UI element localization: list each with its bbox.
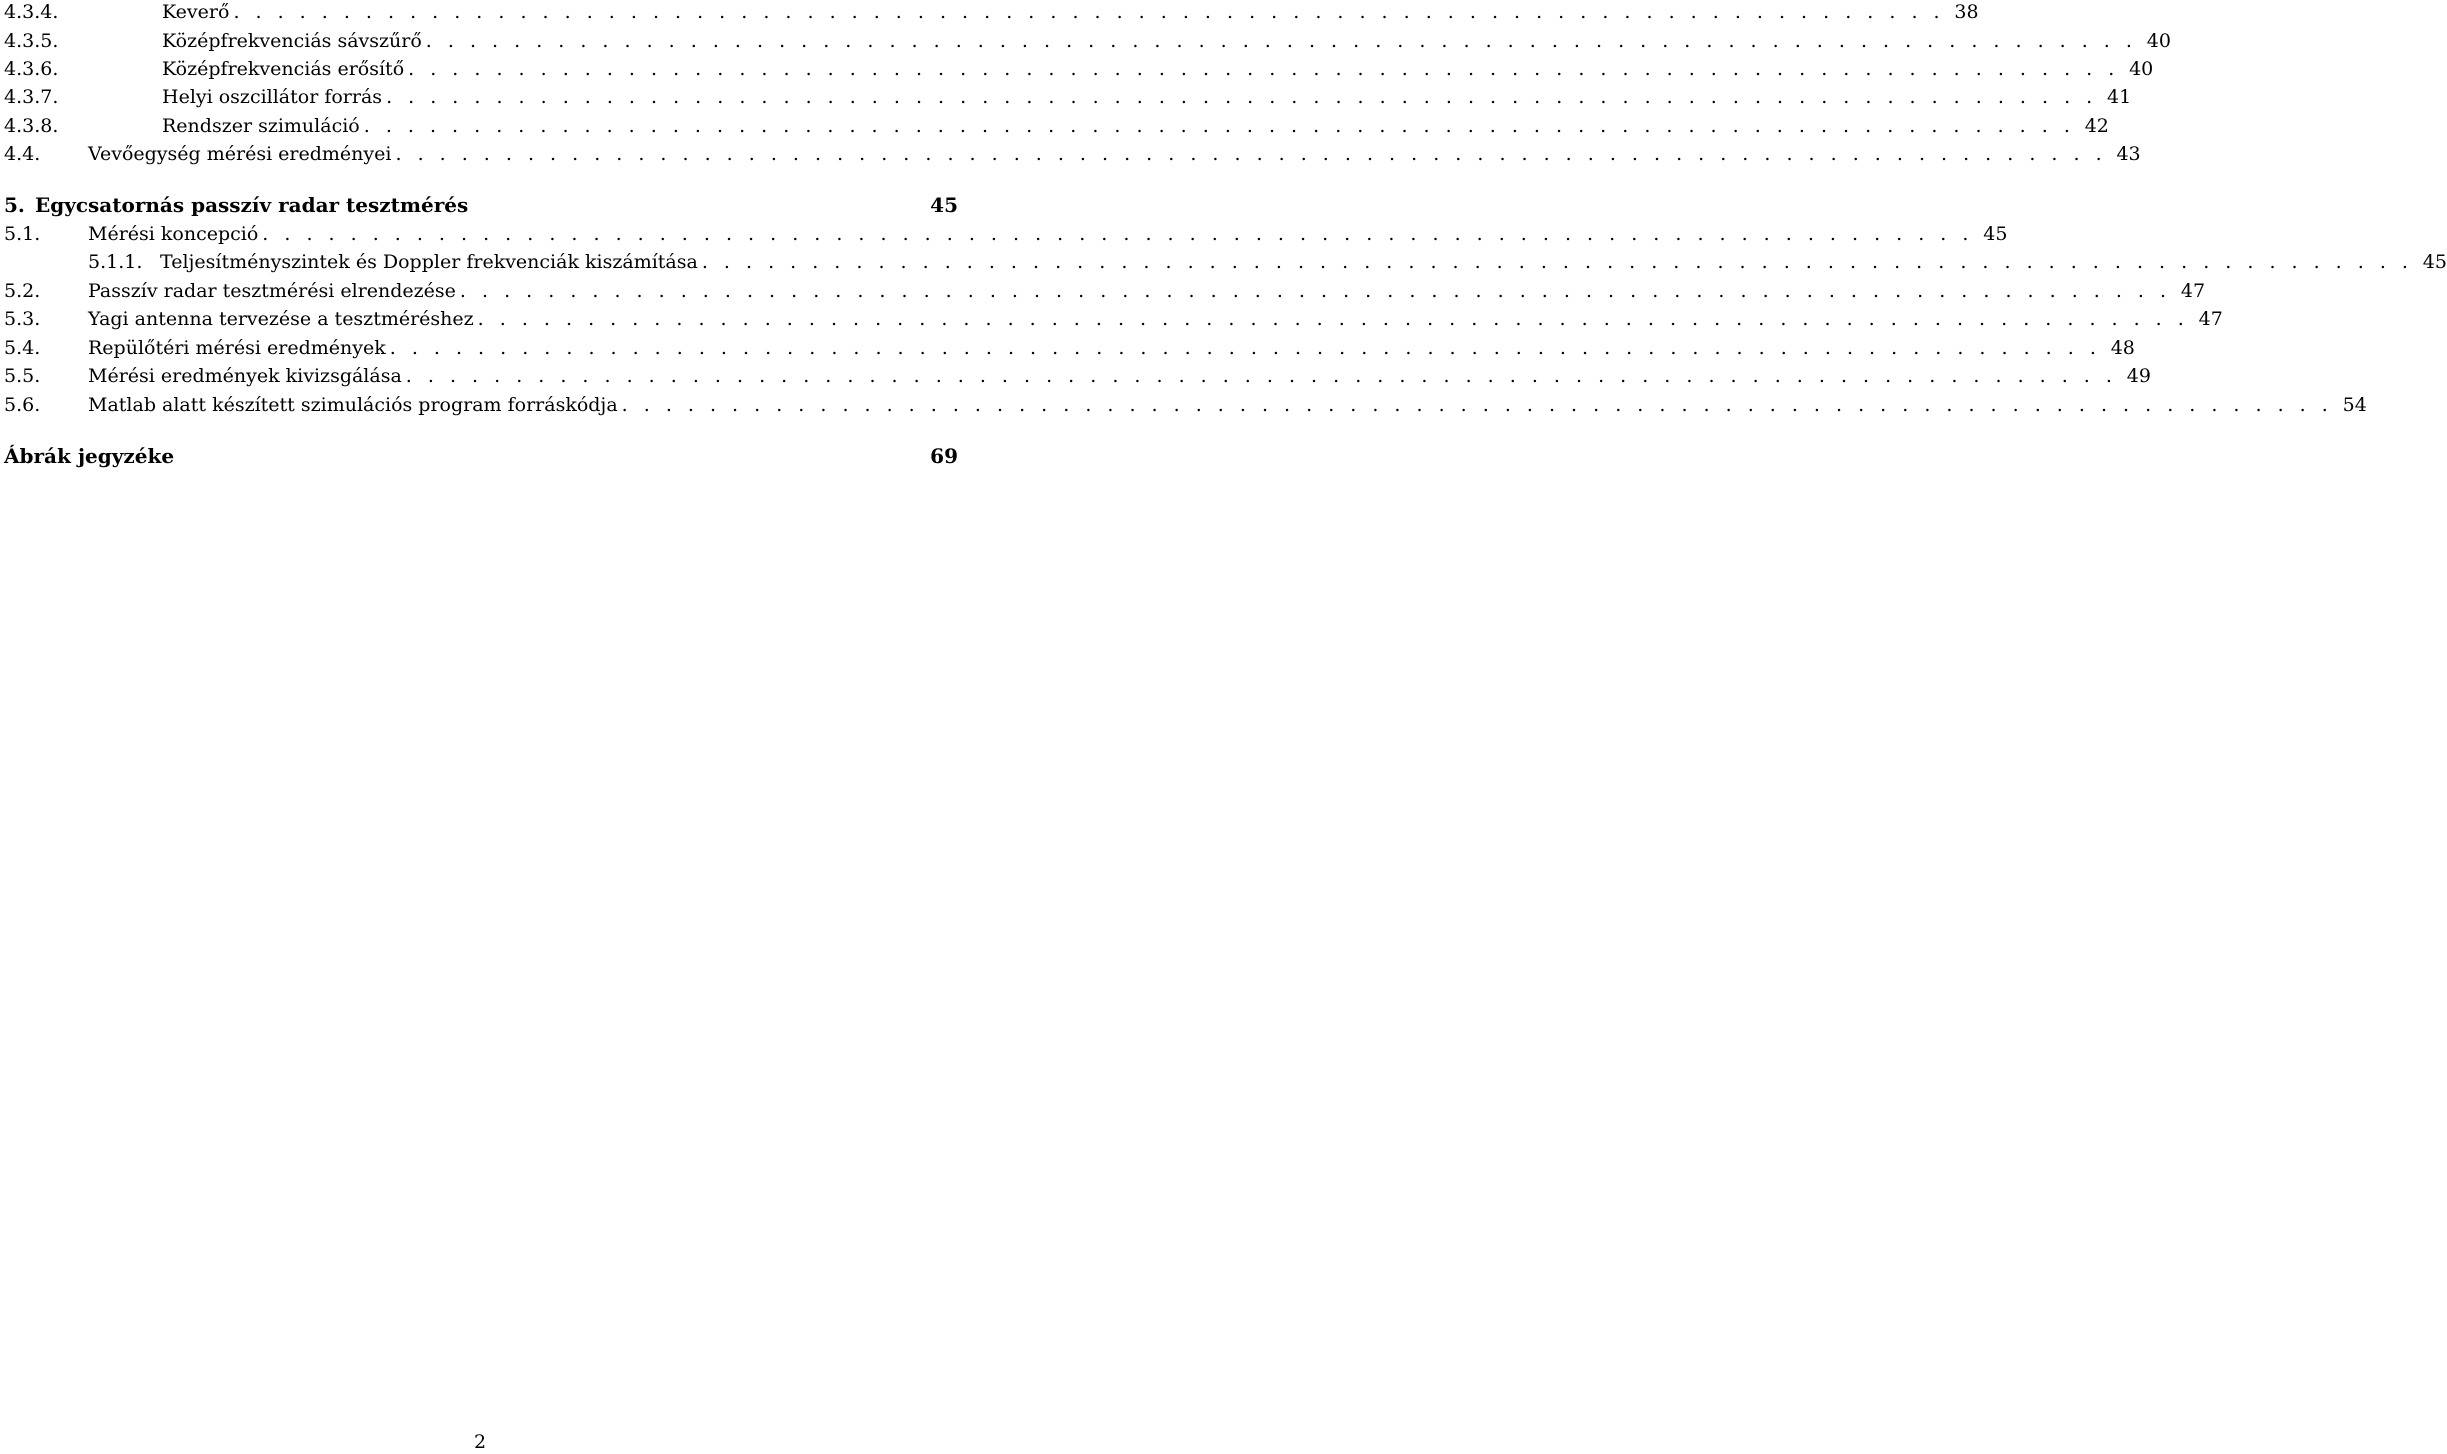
toc-leader-dots: . . . . . . . . . . . . . . . . . . . . . . . . . . . . . . . . . . . . . . . . . . . . . . . . . . . . . . . . . . . . . . . . . . . . . . . . . . . . . . — [621, 394, 2333, 416]
toc-leader-dots: . . . . . . . . . . . . . . . . . . . . . . . . . . . . . . . . . . . . . . . . . . . . . . . . . . . . . . . . . . . . . . . . . . . . . . . . . . . . . . — [477, 308, 2189, 330]
toc-entry-title: Középfrekvenciás sávszűrő — [162, 30, 422, 52]
toc-entry[interactable] — [4, 277, 2206, 306]
toc-leader-dots: . . . . . . . . . . . . . . . . . . . . . . . . . . . . . . . . . . . . . . . . . . . . . . . . . . . . . . . . . . . . . . . . . . . . . . . . . . . . . . — [405, 365, 2117, 387]
toc-entry-title: Matlab alatt készített szimulációs program forráskódja — [88, 394, 618, 416]
toc-leader-dots: . . . . . . . . . . . . . . . . . . . . . . . . . . . . . . . . . . . . . . . . . . . . . . . . . . . . . . . . . . . . . . . . . . . . . . . . . . . . . . — [408, 58, 2120, 80]
toc-entry-number: 4.3.8. — [4, 115, 59, 137]
toc-entry-number: 4.3.7. — [4, 86, 59, 108]
toc-entry-page: 45 — [930, 193, 958, 217]
toc-entry-title: Yagi antenna tervezése a tesztméréshez — [88, 308, 474, 330]
toc-entry-number: 5.1.1. — [88, 251, 143, 273]
toc-entry[interactable] — [4, 112, 2109, 141]
toc-entry-title: Passzív radar tesztmérési elrendezése — [88, 280, 456, 302]
toc-entry-number: 4.3.4. — [4, 1, 59, 23]
toc-entry[interactable] — [4, 391, 2367, 420]
toc-leader-dots: . . . . . . . . . . . . . . . . . . . . . . . . . . . . . . . . . . . . . . . . . . . . . . . . . . . . . . . . . . . . . . . . . . . . . . . . . . . . . . — [459, 280, 2172, 302]
toc-entry-page: 47 — [2180, 280, 2206, 302]
toc-entry-number: 5.5. — [4, 365, 41, 387]
toc-entry-number: 4.4. — [4, 143, 41, 165]
toc-entry-number: 4.3.6. — [4, 58, 59, 80]
toc-entry[interactable] — [4, 0, 1979, 27]
toc-entry[interactable] — [4, 248, 2447, 277]
toc-entry-number: 5.6. — [4, 394, 41, 416]
toc-entry-page: 42 — [2084, 115, 2109, 137]
toc-entry-title: Mérési koncepció — [88, 223, 259, 245]
toc-entry-number: 5.3. — [4, 308, 41, 330]
toc-entry-number: 5.2. — [4, 280, 41, 302]
toc-entry[interactable] — [4, 362, 2151, 391]
toc-leader-dots: . . . . . . . . . . . . . . . . . . . . . . . . . . . . . . . . . . . . . . . . . . . . . . . . . . . . . . . . . . . . . . . . . . . . . . . . . . . . . . — [701, 251, 2413, 273]
toc-entry-title: Teljesítményszintek és Doppler frekvenciák kiszámítása — [160, 251, 698, 273]
toc-entry-page: 45 — [1983, 223, 2008, 245]
toc-entry-page: 48 — [2110, 337, 2135, 359]
toc-entry-title: Egycsatornás passzív radar tesztmérés — [35, 193, 469, 217]
toc-leader-dots: . . . . . . . . . . . . . . . . . . . . . . . . . . . . . . . . . . . . . . . . . . . . . . . . . . . . . . . . . . . . . . . . . . . . . . . . . . . . . . — [363, 115, 2075, 137]
toc-leader-dots: . . . . . . . . . . . . . . . . . . . . . . . . . . . . . . . . . . . . . . . . . . . . . . . . . . . . . . . . . . . . . . . . . . . . . . . . . . . . . . — [262, 223, 1974, 245]
toc-entry-page: 38 — [1954, 1, 1979, 23]
toc-entry[interactable] — [4, 140, 2141, 169]
toc-leader-dots: . . . . . . . . . . . . . . . . . . . . . . . . . . . . . . . . . . . . . . . . . . . . . . . . . . . . . . . . . . . . . . . . . . . . . . . . . . . . . . — [233, 1, 1945, 23]
toc-entry-title: Vevőegység mérési eredményei — [88, 143, 392, 165]
toc-entry-title: Mérési eredmények kivizsgálása — [88, 365, 402, 387]
toc-entry-page: 45 — [2422, 251, 2447, 273]
toc-entry-page: 41 — [2107, 86, 2132, 108]
toc-entry[interactable] — [4, 305, 2223, 334]
toc-entry-page: 49 — [2126, 365, 2151, 387]
toc-entry[interactable] — [4, 220, 2008, 249]
toc-leader-dots: . . . . . . . . . . . . . . . . . . . . . . . . . . . . . . . . . . . . . . . . . . . . . . . . . . . . . . . . . . . . . . . . . . . . . . . . . . . . . . — [395, 143, 2107, 165]
toc-entry-page: 69 — [930, 444, 958, 468]
toc-entry-number: 5.4. — [4, 337, 41, 359]
toc-entry-page: 40 — [2146, 30, 2171, 52]
toc-leader-dots: . . . . . . . . . . . . . . . . . . . . . . . . . . . . . . . . . . . . . . . . . . . . . . . . . . . . . . . . . . . . . . . . . . . . . . . . . . . . . . — [425, 30, 2137, 52]
toc-entry-page: 54 — [2342, 394, 2367, 416]
toc-leader-dots: . . . . . . . . . . . . . . . . . . . . . . . . . . . . . . . . . . . . . . . . . . . . . . . . . . . . . . . . . . . . . . . . . . . . . . . . . . . . . . — [389, 337, 2101, 359]
toc-entry-title: Rendszer szimuláció — [162, 115, 360, 137]
toc-chapter-entry[interactable] — [4, 191, 958, 220]
toc-entry-title: Repülőtéri mérési eredmények — [88, 337, 386, 359]
toc-entry-title: Ábrák jegyzéke — [4, 444, 175, 468]
toc-entry-number: 5.1. — [4, 223, 41, 245]
page-number: 2 — [473, 1431, 487, 1453]
toc-entry[interactable] — [4, 27, 2171, 56]
toc-entry-number: 4.3.5. — [4, 30, 59, 52]
toc-chapter-entry[interactable] — [4, 442, 958, 471]
toc-entry-page: 40 — [2129, 58, 2154, 80]
toc-entry[interactable] — [4, 334, 2135, 363]
toc-entry-number: 5. — [4, 193, 25, 217]
toc-leader-dots: . . . . . . . . . . . . . . . . . . . . . . . . . . . . . . . . . . . . . . . . . . . . . . . . . . . . . . . . . . . . . . . . . . . . . . . . . . . . . . — [386, 86, 2098, 108]
toc-entry[interactable] — [4, 83, 2132, 112]
toc-entry-title: Helyi oszcillátor forrás — [162, 86, 383, 108]
toc-entry[interactable] — [4, 55, 2154, 84]
toc-entry-page: 47 — [2198, 308, 2223, 330]
toc-entry-title: Középfrekvenciás erősítő — [162, 58, 405, 80]
toc-entry-title: Keverő — [162, 1, 230, 23]
toc-entry-page: 43 — [2116, 143, 2141, 165]
